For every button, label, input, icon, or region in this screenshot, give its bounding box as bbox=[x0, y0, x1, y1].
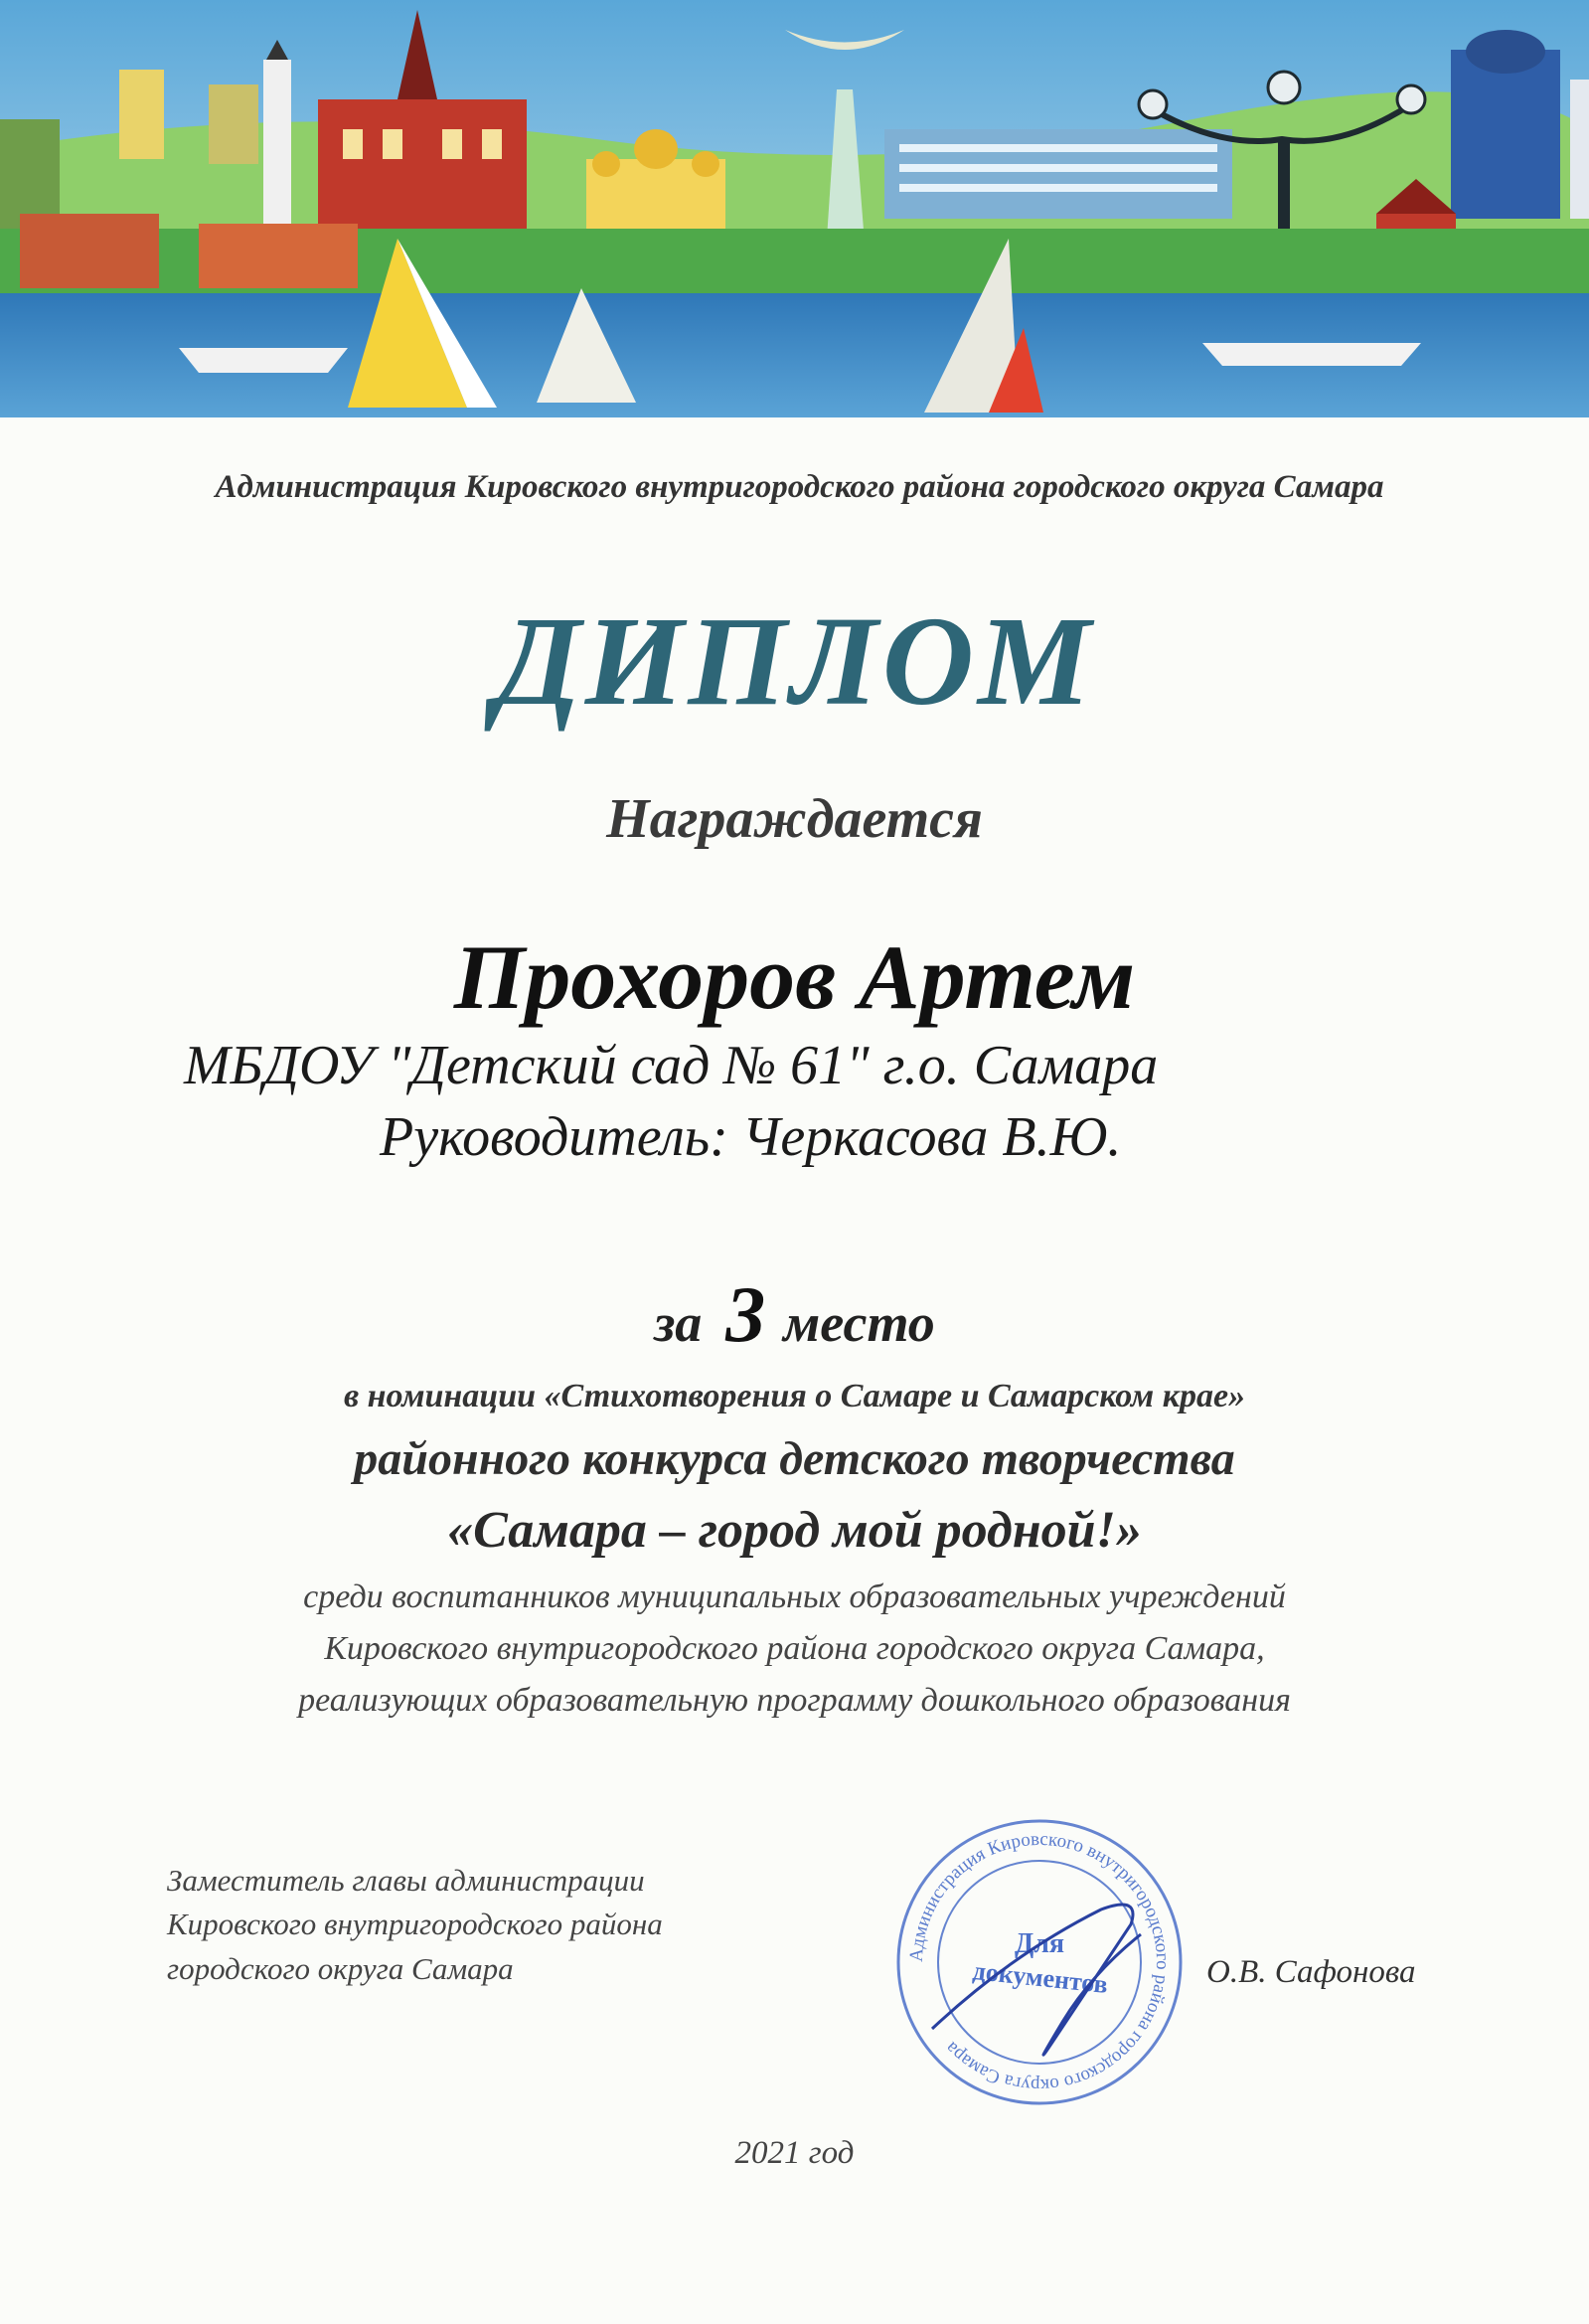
stamp-center-line2: документов bbox=[971, 1955, 1110, 2000]
place-suffix: место bbox=[783, 1293, 935, 1353]
contest-line: районного конкурса детского творчества bbox=[354, 1432, 1235, 1485]
signer-name: О.В. Сафонова bbox=[1206, 1954, 1416, 1990]
recipient-name: Прохоров Артем bbox=[453, 926, 1136, 1028]
stamp-ring-text: Администрация Кировского внутригородского района городского округа Самара bbox=[905, 1828, 1174, 2096]
description-line: Кировского внутригородского района городского округа Самара, bbox=[324, 1630, 1265, 1667]
awarded-label: Награждается bbox=[606, 788, 983, 850]
place-number: 3 bbox=[725, 1271, 766, 1359]
recipient-leader: Руководитель: Черкасова В.Ю. bbox=[380, 1106, 1122, 1168]
contest-name: «Самара – город мой родной!» bbox=[447, 1502, 1142, 1559]
city-panorama-banner bbox=[0, 0, 1589, 417]
nomination-line: в номинации «Стихотворения о Самаре и Самарском крае» bbox=[343, 1378, 1246, 1414]
stamp-center-line1: Для bbox=[1014, 1928, 1065, 1959]
recipient-institution: МБДОУ "Детский сад № 61" г.о. Самара bbox=[184, 1035, 1159, 1096]
place-prefix: за bbox=[654, 1293, 703, 1353]
signatory-position-line: Кировского внутригородского района bbox=[167, 1907, 663, 1941]
description-line: реализующих образовательную программу дошкольного образования bbox=[298, 1682, 1291, 1719]
issue-year: 2021 год bbox=[734, 2135, 855, 2171]
organization-header: Администрация Кировского внутригородского района городского округа Самара bbox=[215, 469, 1384, 505]
diploma-title: ДИПЛОМ bbox=[494, 590, 1095, 732]
official-stamp bbox=[892, 1815, 1187, 2109]
place-line bbox=[0, 1270, 1589, 1361]
banner-illustration bbox=[0, 0, 1589, 417]
description-line: среди воспитанников муниципальных образовательных учреждений bbox=[303, 1578, 1286, 1615]
signatory-position-line: Заместитель главы администрации bbox=[167, 1863, 645, 1898]
signatory-position-line: городского округа Самара bbox=[167, 1951, 514, 1986]
